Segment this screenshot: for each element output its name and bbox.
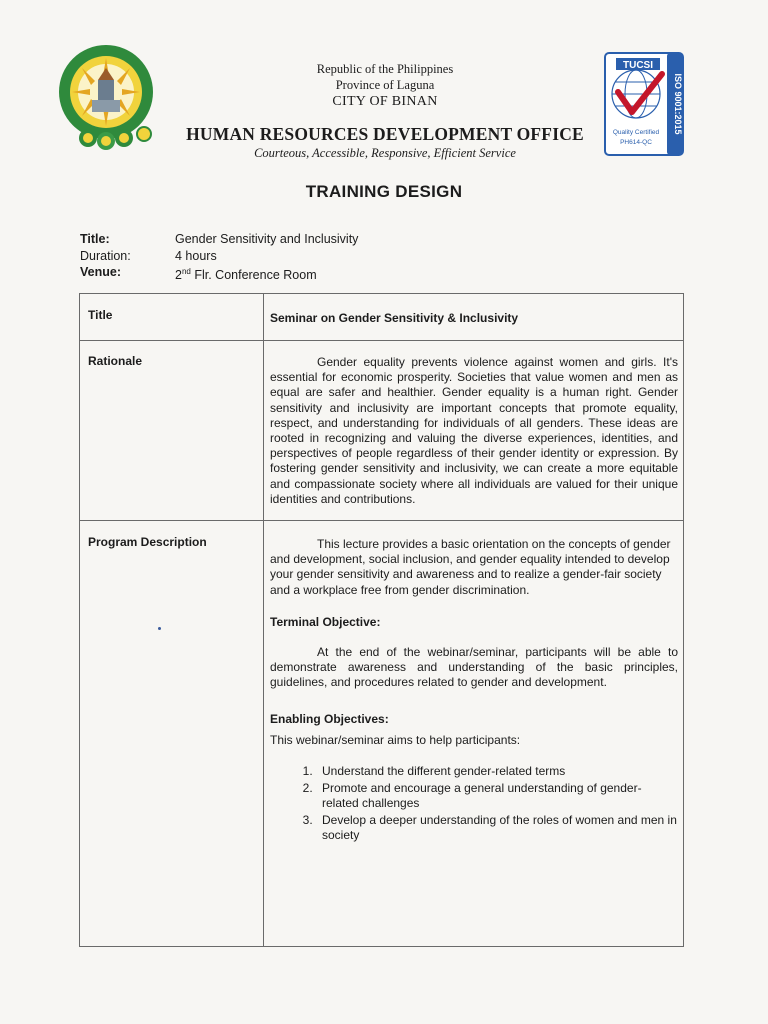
iso-standard-text: ISO 9001:2015 bbox=[673, 73, 683, 135]
row-divider bbox=[80, 340, 683, 341]
enabling-objectives-list bbox=[270, 764, 678, 843]
terminal-objective-heading: Terminal Objective: bbox=[270, 614, 381, 629]
rationale-text: Gender equality prevents violence against women and girls. It's essential for economic prosperity. Societies that value women and men as equal are safer and healthier. Gender equality is a human right. Gender sensitivity and inclusivity are important concepts that promote equality, respect, and understanding for individuals of all genders. These ideas are rooted in recognizing and valuing the diverse experiences, identities, and perspectives of people regardless of their gender identity or expression. By fostering gender sensitivity and inclusivity, we can create a more equitable and compassionate society where all individuals are valued for their unique identities and contributions. bbox=[270, 355, 678, 506]
header-tagline: Courteous, Accessible, Responsive, Efficient Service bbox=[254, 146, 516, 160]
meta-venue-label: Venue: bbox=[80, 265, 121, 279]
meta-duration-row bbox=[80, 248, 358, 265]
list-item: 1. Understand the different gender-related terms bbox=[316, 764, 678, 779]
meta-title-value: Gender Sensitivity and Inclusivity bbox=[175, 232, 359, 246]
meta-info bbox=[80, 231, 358, 284]
meta-title-label: Title: bbox=[80, 232, 110, 246]
iso-cert-text: PH614-QC bbox=[620, 139, 652, 146]
list-item: 3. Develop a deeper understanding of the roles of women and men in society bbox=[316, 813, 678, 843]
title-row-value: Seminar on Gender Sensitivity & Inclusivity bbox=[270, 311, 519, 325]
row-divider bbox=[80, 520, 683, 521]
venue-room: Flr. Conference Room bbox=[190, 268, 317, 283]
column-divider bbox=[263, 294, 264, 946]
venue-floor-number: 2 bbox=[175, 268, 182, 283]
document-title: TRAINING DESIGN bbox=[305, 182, 463, 201]
meta-duration-label: Duration: bbox=[80, 248, 131, 263]
enabling-objectives-heading: Enabling Objectives: bbox=[270, 711, 389, 726]
meta-title-row bbox=[80, 231, 358, 248]
program-description-text: This lecture provides a basic orientation on the concepts of gender and development, social inclusion, and gender equality intended to develop your gender sensitivity and awareness and to realize a gender-fair society and a workplace free from gender discrimination. bbox=[270, 537, 671, 597]
meta-venue-value bbox=[175, 264, 317, 284]
meta-venue-row bbox=[80, 264, 358, 284]
header-country: Republic of the Philippines bbox=[316, 62, 454, 76]
iso-quality-text: Quality Certified bbox=[612, 129, 660, 136]
enabling-objectives-intro: This webinar/seminar aims to help participants: bbox=[270, 732, 521, 747]
meta-duration-value: 4 hours bbox=[175, 248, 217, 263]
header-province: Province of Laguna bbox=[335, 78, 435, 92]
program-description-cell bbox=[270, 537, 678, 845]
program-description-label: Program Description bbox=[88, 535, 207, 549]
header-city: CITY OF BINAN bbox=[332, 94, 438, 109]
header-office: HUMAN RESOURCES DEVELOPMENT OFFICE bbox=[186, 124, 584, 144]
terminal-objective-text: At the end of the webinar/seminar, participants will be able to demonstrate awareness and understanding of the basic principles, guidelines, and procedures related to gender and development. bbox=[270, 645, 678, 690]
city-seal-logo bbox=[54, 42, 158, 152]
iso-certification-badge bbox=[604, 52, 684, 156]
training-design-table bbox=[79, 293, 684, 947]
iso-org-text: TUCSI bbox=[623, 60, 653, 71]
title-row-label: Title bbox=[88, 308, 113, 322]
scan-speck bbox=[158, 627, 161, 630]
venue-floor-suffix: nd bbox=[181, 267, 191, 276]
rationale-label: Rationale bbox=[88, 354, 143, 368]
list-item: 2. Promote and encourage a general understanding of gender-related challenges bbox=[316, 781, 678, 811]
